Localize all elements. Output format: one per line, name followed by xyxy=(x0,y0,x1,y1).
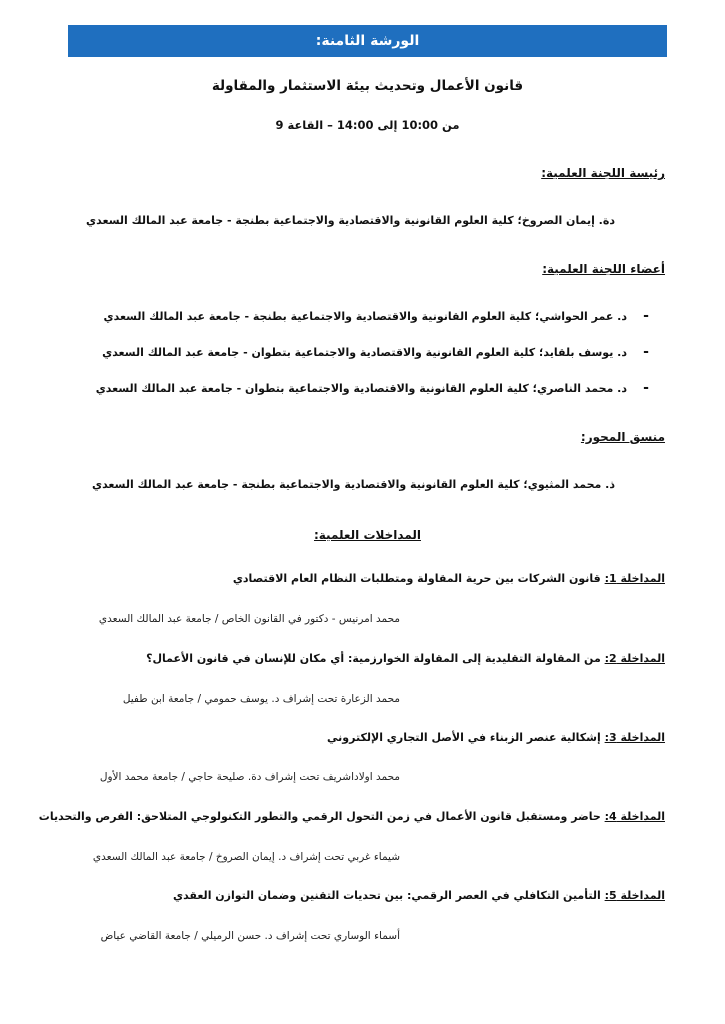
talk-label: المداخلة 4: xyxy=(604,810,665,823)
talk-author: شيماء غربي تحت إشراف د. إيمان الصروخ / جامعة عبد المالك السعدي xyxy=(92,851,400,863)
member-item xyxy=(96,380,665,396)
talk-author: محمد اولاداشريف تحت إشراف دة. صليحة حاجي / جامعة محمد الأول xyxy=(99,771,400,783)
coordinator-heading: منسق المحور: xyxy=(580,430,665,444)
talk-label: المداخلة 5: xyxy=(604,889,665,902)
members-heading: أعضاء اللجنة العلمية: xyxy=(542,262,665,276)
bullet-icon: - xyxy=(643,380,649,396)
talk-author: أسماء الوساري تحت إشراف د. حسن الرميلي / جامعة القاضي عياض xyxy=(100,930,400,942)
talk-title-line xyxy=(146,652,665,665)
talk-title-line xyxy=(173,889,665,902)
coordinator-name: ذ. محمد المثيوي؛ كلية العلوم القانونية والاقتصادية والاجتماعية بطنجة - جامعة عبد المالك السعدي xyxy=(91,478,615,491)
talk-title: حاضر ومستقبل قانون الأعمال في زمن التحول الرقمي والتطور التكنولوجي المتلاحق: الفرص والتحديات xyxy=(38,810,601,823)
talk-author: محمد الزعارة تحت إشراف د. يوسف حمومي / جامعة ابن طفيل xyxy=(122,693,400,705)
talks-heading: المداخلات العلمية: xyxy=(313,528,421,542)
talk-label: المداخلة 1: xyxy=(604,572,665,585)
talk-title-line xyxy=(327,731,665,744)
workshop-title: قانون الأعمال وتحديث بيئة الاستثمار والمقاولة xyxy=(211,78,524,94)
talk-author: محمد امرنيس - دكتور في القانون الخاص / جامعة عبد المالك السعدي xyxy=(98,613,400,625)
talk-title: قانون الشركات بين حرية المقاولة ومتطلبات النظام العام الاقتصادي xyxy=(232,572,601,585)
bullet-icon: - xyxy=(643,308,649,324)
workshop-banner xyxy=(68,25,667,57)
chair-heading: رئيسة اللجنة العلمية: xyxy=(541,166,665,180)
talk-title: التأمين التكافلي في العصر الرقمي: بين تحديات التقنين وضمان التوازن العقدي xyxy=(173,889,601,902)
member-name: د. يوسف بلقايد؛ كلية العلوم القانونية والاقتصادية والاجتماعية بتطوان - جامعة عبد المالك السعدي xyxy=(102,345,627,359)
talk-title-line xyxy=(233,572,665,585)
chair-name: دة. إيمان الصروخ؛ كلية العلوم القانونية والاقتصادية والاجتماعية بطنجة - جامعة عبد المالك السعدي xyxy=(86,214,615,227)
talk-label: المداخلة 2: xyxy=(604,652,665,665)
session-time: من 10:00 إلى 14:00 – القاعة 9 xyxy=(275,118,460,132)
member-item xyxy=(104,308,665,324)
member-name: د. محمد الناصري؛ كلية العلوم القانونية والاقتصادية والاجتماعية بتطوان - جامعة عبد المالك السعدي xyxy=(95,381,627,395)
member-item xyxy=(102,344,665,360)
talk-title: من المقاولة التقليدية إلى المقاولة الخوارزمية: أي مكان للإنسان في قانون الأعمال؟ xyxy=(146,652,601,665)
talk-title-line xyxy=(39,810,665,823)
member-name: د. عمر الحواشي؛ كلية العلوم القانونية والاقتصادية والاجتماعية بطنجة - جامعة عبد المالك السعدي xyxy=(103,309,627,323)
bullet-icon: - xyxy=(643,344,649,360)
workshop-banner-text: الورشة الثامنة: xyxy=(315,33,420,49)
talk-label: المداخلة 3: xyxy=(604,731,665,744)
talk-title: إشكالية عنصر الزبناء في الأصل التجاري الإلكتروني xyxy=(327,731,601,744)
